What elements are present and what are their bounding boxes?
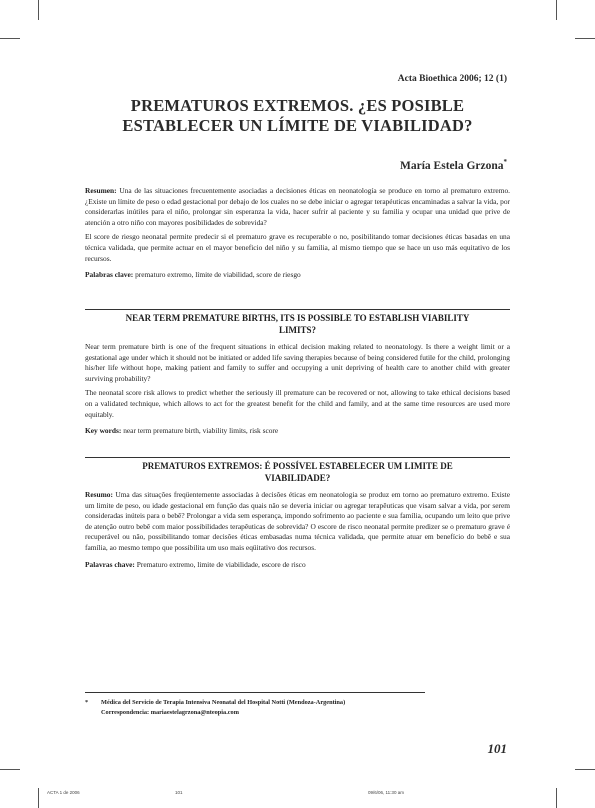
portuguese-title	[85, 461, 510, 484]
keywords-line	[85, 560, 510, 571]
english-abstract	[85, 342, 510, 441]
title-line: PREMATUROS EXTREMOS: É POSSÍVEL ESTABELECER UM LIMITE DE	[142, 461, 453, 471]
author-name	[400, 158, 507, 172]
title-line: NEAR TERM PREMATURE BIRTHS, ITS IS POSSIBLE TO ESTABLISH VIABILITY	[125, 313, 470, 323]
author-footnote-mark: *	[503, 158, 507, 166]
footnote-line: Médica del Servicio de Terapia Intensiva Neonatal del Hospital Notti (Mendoza-Argentina)	[101, 699, 346, 706]
keywords-label: Palavras chave:	[85, 559, 135, 569]
title-line: ESTABLECER UN LÍMITE DE VIABILIDAD?	[122, 116, 473, 135]
abstract-paragraph	[85, 490, 510, 554]
abstract-text: Una de las situaciones frecuentemente asociadas a decisiones éticas en neonatología se produce en torno al prematuro extremo. ¿Existe un límite de peso o edad gestacional por debajo de los cuales no se debe iniciar o agregar terapéuticas encaminadas a salvar la vida, por considerarlas inútiles para el niño, prolongar sin esperanza la vida, hacer sufrir al paciente y su familia y ocupar una unidad que prive de atención a otro niño con mayores posibilidades de sobrevida?	[85, 186, 510, 227]
title-line: PREMATUROS EXTREMOS. ¿ES POSIBLE	[130, 96, 465, 115]
abstract-paragraph: El score de riesgo neonatal permite predecir si el prematuro grave es recuperable o no, posibilitando tomar decisiones éticas basadas en una técnica validada, que permite actuar en el mayor beneficio del niño y su familia, al mismo tiempo que se hace un uso más equitativo de los recursos.	[85, 232, 510, 263]
abstract-label: Resumen:	[85, 186, 117, 195]
crop-mark	[38, 0, 39, 20]
section-divider	[85, 457, 510, 458]
abstract-paragraph	[85, 186, 510, 228]
print-slug-middle: 101	[175, 790, 183, 795]
keywords-text: Prematuro extremo, limite de viabilidade, escore de risco	[136, 559, 306, 569]
footnote-rule	[85, 692, 425, 693]
title-line: VIABILIDADE?	[264, 472, 331, 483]
title-line: LIMITS?	[278, 324, 316, 335]
footnote-text	[101, 698, 501, 717]
abstract-paragraph: Near term premature birth is one of the frequent situations in ethical decision making related to neonatology. Is there a weight limit or a gestational age under which it should not be initiated or added life saving therapies because of being considered futile for the child, prolonging his/her life without hope, making patient and family to suffer and occupying a unit depriving of health care to another child with greater surviving probability?	[85, 342, 510, 383]
author-text: María Estela Grzona	[400, 159, 504, 172]
abstract-paragraph: The neonatal score risk allows to predict whether the seriously ill premature can be recovered or not, allowing to take ethical decisions based on a validated technique, which allows to act for the greatest benefit for the child and family, and at the same time resources are used more equitably.	[85, 388, 510, 419]
abstract-label: Resumo:	[85, 490, 113, 499]
print-slug-left: ACTA 1 de 2006	[47, 790, 80, 795]
crop-mark	[556, 788, 557, 808]
crop-mark	[0, 769, 20, 770]
crop-mark	[575, 769, 595, 770]
portuguese-abstract	[85, 490, 510, 574]
article-title	[85, 96, 510, 136]
keywords-line	[85, 426, 510, 437]
abstract-text: Uma das situações freqüentemente associadas à decisões éticas em neonatologia se produz em torno ao prematuro extremo. Existe um limite de peso, ou idade gestacional em função das quais não se deveria iniciar ou agregar terapêuticas que visam salvar a vida, por serem consideradas inúteis para o bebê? Prolongar a vida sem esperança, impondo sofrimento ao paciente e sua família, ocupando um leito que prive de atenção outro bebê com maior possibilidades terapêuticas de sobrevida? O escore de risco neonatal permite predizer se o prematuro grave é recuperável ou não, possibilitando tomar decisões éticas embasadas numa técnica validada, que permite atuar em benefício do bebê e sua família, ao mesmo tempo que possibilita um uso mais eqüitativo dos recursos.	[85, 490, 510, 552]
spanish-abstract	[85, 186, 510, 285]
footnote-mark: *	[85, 699, 89, 706]
section-divider	[85, 309, 510, 310]
page-number: 101	[487, 741, 507, 756]
crop-mark	[556, 0, 557, 20]
english-title	[85, 313, 510, 336]
keywords-text: prematuro extremo, límite de viabilidad, score de riesgo	[135, 270, 301, 280]
crop-mark	[38, 788, 39, 808]
keywords-text: near term premature birth, viability limits, risk score	[123, 426, 279, 436]
footnote	[85, 698, 510, 717]
journal-reference: Acta Bioethica 2006; 12 (1)	[397, 74, 507, 84]
keywords-line	[85, 270, 510, 281]
footnote-line: Correspondencia: mariaestelagrzona@nteopia.com	[101, 708, 239, 716]
print-slug-right: 09/6/06, 11:30 am	[368, 790, 404, 795]
crop-mark	[0, 38, 20, 39]
keywords-label: Key words:	[85, 426, 122, 436]
keywords-label: Palabras clave:	[85, 270, 134, 280]
crop-mark	[575, 38, 595, 39]
